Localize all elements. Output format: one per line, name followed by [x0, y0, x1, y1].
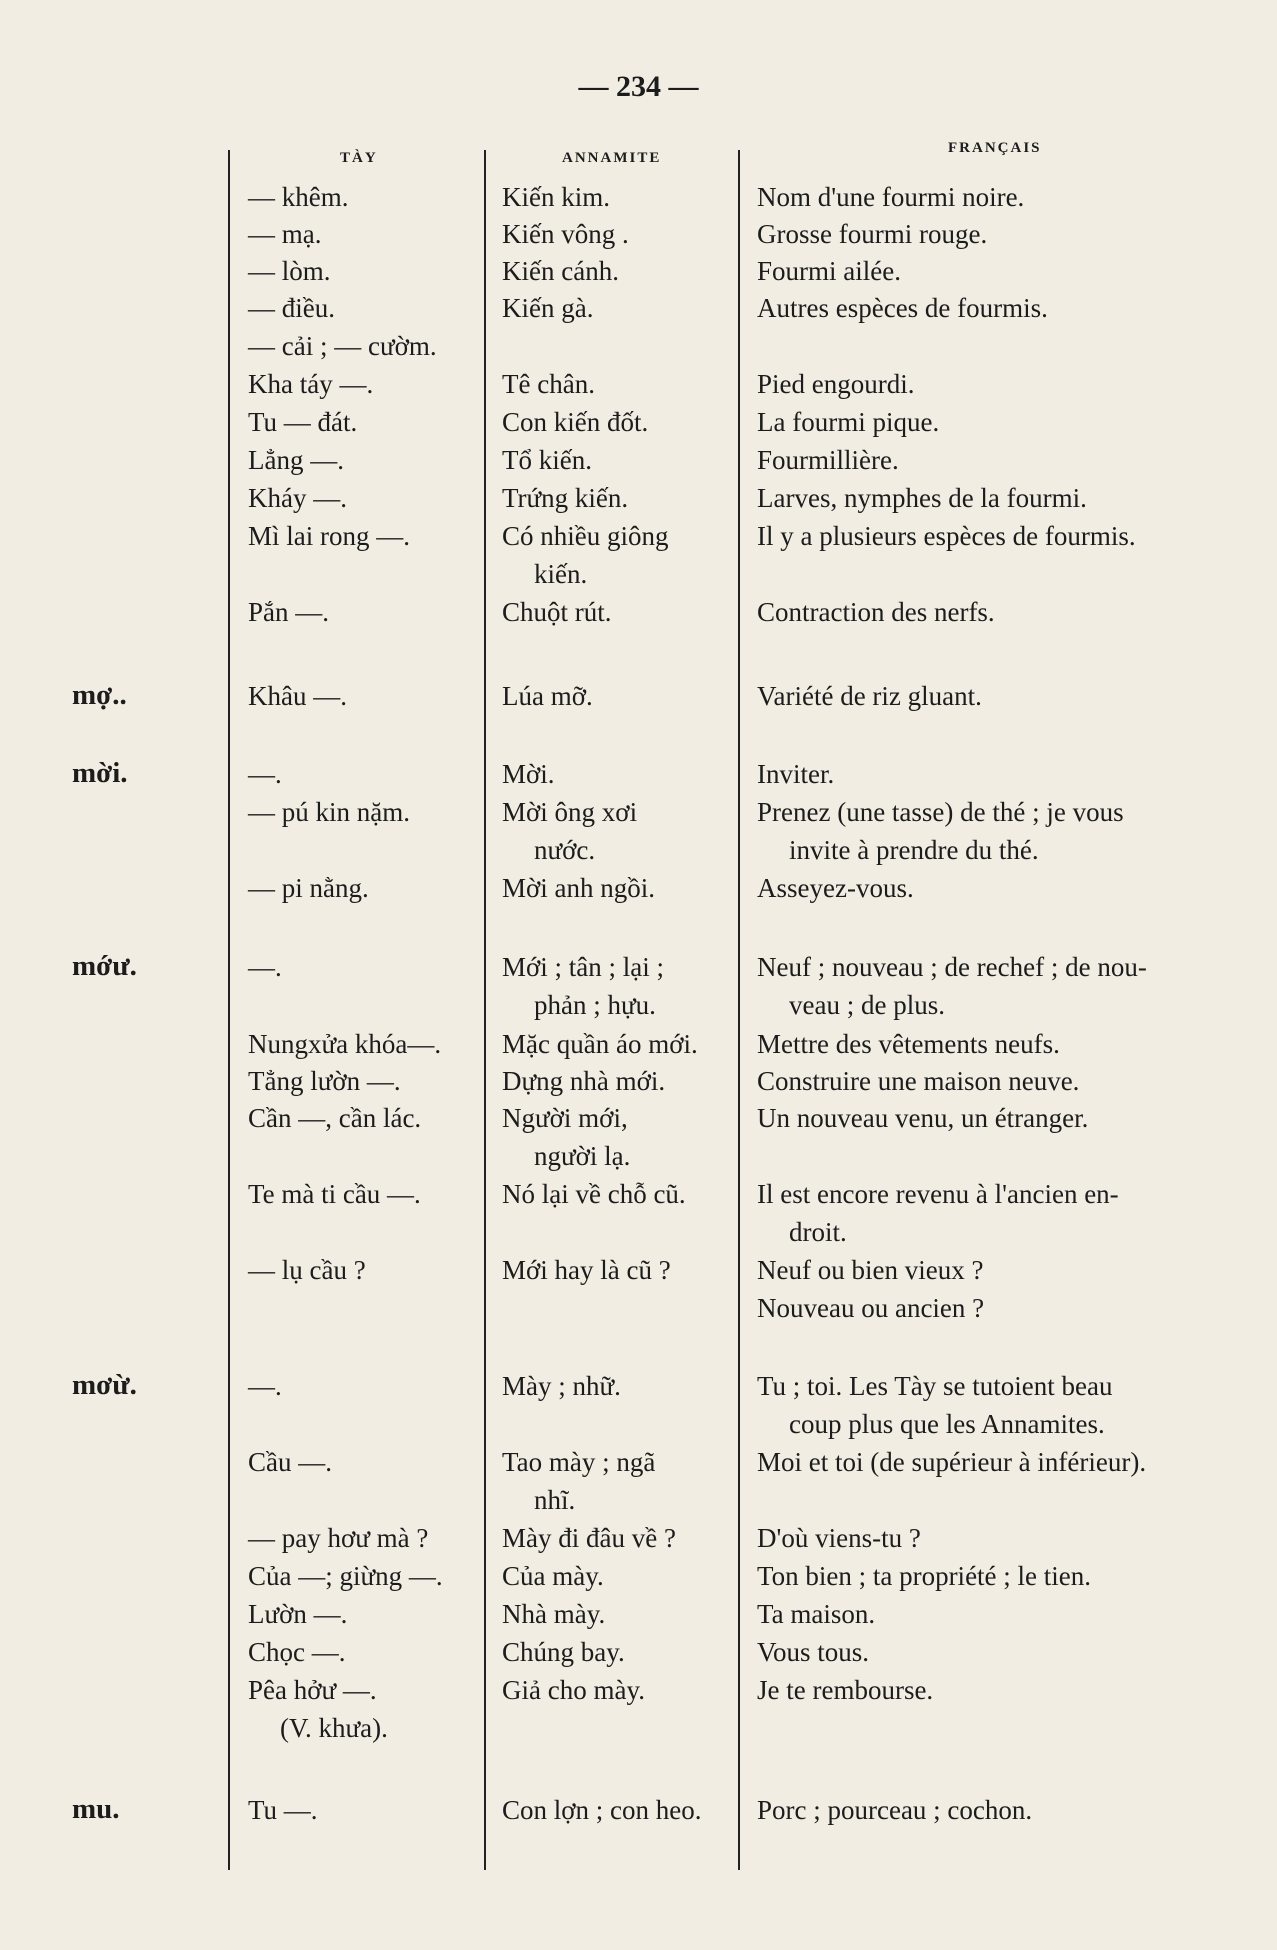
tay-cell: — điều.: [248, 293, 335, 323]
francais-cell: Vous tous.: [757, 1637, 870, 1667]
tay-cell: — pú kin nặm.: [248, 797, 410, 827]
francais-cell: Nom d'une fourmi noire.: [757, 182, 1025, 212]
header-tay: TÀY: [340, 150, 378, 166]
annamite-cell: nước.: [534, 835, 596, 865]
tay-cell: Pêa hởư —.: [248, 1675, 377, 1705]
francais-cell: Tu ; toi. Les Tày se tutoient beau: [757, 1371, 1113, 1401]
annamite-cell: Mới hay là cũ ?: [502, 1255, 671, 1285]
tay-cell: Tu — đát.: [248, 407, 358, 437]
entry-headword: mợ..: [72, 679, 127, 711]
tay-cell: Mì lai rong —.: [248, 521, 410, 551]
francais-cell: veau ; de plus.: [789, 990, 945, 1020]
column-rule-middle: [484, 150, 486, 1870]
tay-cell: —.: [248, 759, 282, 789]
column-rule-left: [228, 150, 230, 1870]
annamite-cell: Mày đi đâu về ?: [502, 1523, 676, 1553]
tay-cell: Cầu —.: [248, 1447, 332, 1477]
tay-cell: (V. khưa).: [280, 1713, 388, 1743]
tay-cell: Tẳng lườn —.: [248, 1066, 401, 1096]
header-francais: FRANÇAIS: [948, 140, 1042, 156]
annamite-cell: Chuột rút.: [502, 597, 612, 627]
tay-cell: — khêm.: [248, 182, 349, 212]
tay-cell: Pắn —.: [248, 597, 329, 627]
annamite-cell: Lúa mỡ.: [502, 681, 593, 711]
francais-cell: Neuf ou bien vieux ?: [757, 1255, 984, 1285]
tay-cell: Lườn —.: [248, 1599, 348, 1629]
entry-headword: mớư.: [72, 950, 137, 982]
francais-cell: La fourmi pique.: [757, 407, 940, 437]
entry-headword: mời.: [72, 757, 128, 789]
francais-cell: Porc ; pourceau ; cochon.: [757, 1795, 1033, 1825]
annamite-cell: Tổ kiến.: [502, 445, 592, 475]
annamite-cell: Giả cho mày.: [502, 1675, 645, 1705]
tay-cell: Chọc —.: [248, 1637, 346, 1667]
annamite-cell: Người mới,: [502, 1103, 628, 1133]
annamite-cell: Nó lại về chỗ cũ.: [502, 1179, 686, 1209]
annamite-cell: Mời ông xơi: [502, 797, 638, 827]
francais-cell: Autres espèces de fourmis.: [757, 293, 1048, 323]
francais-cell: Je te rembourse.: [757, 1675, 934, 1705]
francais-cell: Grosse fourmi rouge.: [757, 219, 988, 249]
tay-cell: — lụ cầu ?: [248, 1255, 366, 1285]
annamite-cell: kiến.: [534, 559, 588, 589]
francais-cell: Neuf ; nouveau ; de rechef ; de nou-: [757, 952, 1147, 982]
annamite-cell: người lạ.: [534, 1141, 631, 1171]
francais-cell: Larves, nymphes de la fourmi.: [757, 483, 1087, 513]
tay-cell: —.: [248, 952, 282, 982]
francais-cell: invite à prendre du thé.: [789, 835, 1039, 865]
francais-cell: Prenez (une tasse) de thé ; je vous: [757, 797, 1124, 827]
entry-headword: mơừ.: [72, 1369, 137, 1401]
column-rule-right: [738, 150, 740, 1870]
francais-cell: Asseyez-vous.: [757, 873, 914, 903]
francais-cell: Ta maison.: [757, 1599, 876, 1629]
francais-cell: Nouveau ou ancien ?: [757, 1293, 985, 1323]
annamite-cell: Chúng bay.: [502, 1637, 625, 1667]
francais-cell: droit.: [789, 1217, 847, 1247]
tay-cell: Nungxửa khóa—.: [248, 1029, 442, 1059]
annamite-cell: Mày ; nhữ.: [502, 1371, 621, 1401]
francais-cell: Inviter.: [757, 759, 835, 789]
francais-cell: Il est encore revenu à l'ancien en-: [757, 1179, 1119, 1209]
francais-cell: Il y a plusieurs espèces de fourmis.: [757, 521, 1136, 551]
tay-cell: Kha táy —.: [248, 369, 374, 399]
annamite-cell: phản ; hựu.: [534, 990, 656, 1020]
annamite-cell: Mời anh ngồi.: [502, 873, 656, 903]
tay-cell: — pay hơư mà ?: [248, 1523, 429, 1553]
francais-cell: Fourmi ailée.: [757, 256, 901, 286]
tay-cell: Tu —.: [248, 1795, 318, 1825]
annamite-cell: Con kiến đốt.: [502, 407, 649, 437]
annamite-cell: Tê chân.: [502, 369, 595, 399]
francais-cell: Pied engourdi.: [757, 369, 915, 399]
francais-cell: Un nouveau venu, un étranger.: [757, 1103, 1089, 1133]
annamite-cell: Có nhiều giông: [502, 521, 669, 551]
entry-headword: mu.: [72, 1793, 120, 1825]
tay-cell: — lòm.: [248, 256, 331, 286]
francais-cell: Contraction des nerfs.: [757, 597, 995, 627]
annamite-cell: Của mày.: [502, 1561, 604, 1591]
francais-cell: Ton bien ; ta propriété ; le tien.: [757, 1561, 1092, 1591]
annamite-cell: Kiến vông .: [502, 219, 629, 249]
tay-cell: Của —; giừng —.: [248, 1561, 443, 1591]
annamite-cell: Kiến gà.: [502, 293, 594, 323]
page-number: — 234 —: [578, 70, 699, 103]
annamite-cell: Tao mày ; ngã: [502, 1447, 656, 1477]
annamite-cell: Con lợn ; con heo.: [502, 1795, 702, 1825]
francais-cell: D'où viens-tu ?: [757, 1523, 921, 1553]
francais-cell: Moi et toi (de supérieur à inférieur).: [757, 1447, 1147, 1477]
annamite-cell: Kiến kim.: [502, 182, 610, 212]
tay-cell: — cải ; — cườm.: [248, 331, 437, 361]
tay-cell: —.: [248, 1371, 282, 1401]
annamite-cell: Mời.: [502, 759, 555, 789]
annamite-cell: Mặc quần áo mới.: [502, 1029, 698, 1059]
tay-cell: Lẳng —.: [248, 445, 344, 475]
header-annamite: ANNAMITE: [562, 150, 662, 166]
tay-cell: Khâu —.: [248, 681, 347, 711]
annamite-cell: Kiến cánh.: [502, 256, 619, 286]
francais-cell: Fourmillière.: [757, 445, 899, 475]
francais-cell: Construire une maison neuve.: [757, 1066, 1080, 1096]
annamite-cell: nhĩ.: [534, 1485, 576, 1515]
annamite-cell: Dựng nhà mới.: [502, 1066, 666, 1096]
tay-cell: Te mà ti cầu —.: [248, 1179, 421, 1209]
tay-cell: — mạ.: [248, 219, 322, 249]
tay-cell: Cần —, cần lác.: [248, 1103, 422, 1133]
annamite-cell: Nhà mày.: [502, 1599, 606, 1629]
tay-cell: — pi nằng.: [248, 873, 369, 903]
francais-cell: Mettre des vêtements neufs.: [757, 1029, 1060, 1059]
tay-cell: Kháy —.: [248, 483, 347, 513]
annamite-cell: Trứng kiến.: [502, 483, 629, 513]
annamite-cell: Mới ; tân ; lại ;: [502, 952, 665, 982]
francais-cell: coup plus que les Annamites.: [789, 1409, 1105, 1439]
francais-cell: Variété de riz gluant.: [757, 681, 982, 711]
